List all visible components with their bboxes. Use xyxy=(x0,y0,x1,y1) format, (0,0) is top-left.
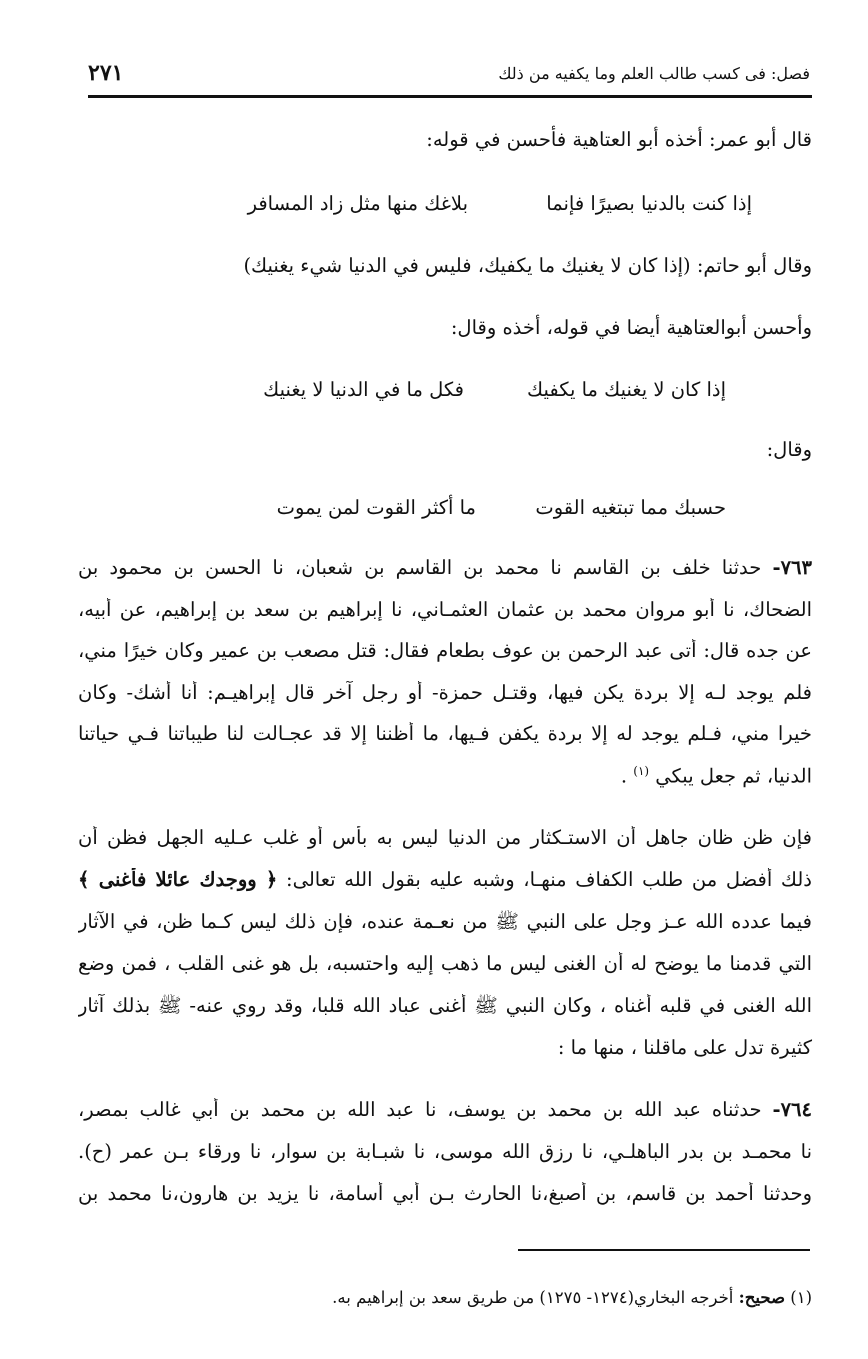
verse-hemistich-first: إذا كنت بالدنيا بصيرًا فإنما xyxy=(546,192,752,215)
hadith-763-line: خيرا مني، فـلم يوجد له إلا بردة يكفن فـيها، ما أظننا إلا قد عجـالت لنا طيباتنا فـي حياتنا xyxy=(78,722,812,745)
hadith-763-line: الدنيا، ثم جعل يبكي $^{(١)}$ . xyxy=(620,764,812,788)
footnote-marker: (١) xyxy=(790,1288,812,1307)
hadith-763-line: عن جده قال: أتى عبد الرحمن بن عوف بطعام فقال: قتل مصعب بن عمير وكان خيرًا مني، xyxy=(78,639,812,662)
hadith-number: ٧٦٣- xyxy=(772,556,812,579)
paragraph-line: كثيرة تدل على ماقلنا ، منها ما : xyxy=(557,1036,812,1059)
hadith-763-line: فلم يوجد لـه إلا بردة يكن فيها، وقتـل حمزة- أو رجل آخر قال إبراهيـم: أنا أشك- وكان xyxy=(78,681,812,704)
chapter-title: فصل: فى كسب طالب العلم وما يكفيه من ذلك xyxy=(498,64,810,83)
text-line: وقال أبو حاتم: (إذا كان لا يغنيك ما يكفيك، فليس في الدنيا شيء يغنيك) xyxy=(243,254,812,277)
paragraph-line: فيما عدده الله عـز وجل على النبي ﷺ من نعـمة عنده، فإن ذلك ليس كـما ظن، في الآثار xyxy=(78,910,812,933)
paragraph-line: ذلك أفضل من طلب الكفاف منهـا، وشبه عليه بقول الله تعالى: ﴿ ووجدك عائلا فأغنى ﴾ xyxy=(78,868,812,891)
paragraph-line: التي قدمنا ما يوضح له أن الغنى ليس ما ذهب إليه واحتسبه، بل هو غنى القلب ، فمن وضع xyxy=(78,952,812,975)
verse-hemistich-first: حسبك مما تبتغيه القوت xyxy=(535,496,726,519)
hadith-764-line: نا محمـد بن بدر الباهلـي، نا رزق الله موسى، نا شبـابة بن سوار، نا ورقاء بـن عمر (ح). xyxy=(78,1140,812,1163)
page-number: ٢٧١ xyxy=(88,60,124,86)
page-body xyxy=(78,0,812,1359)
footnote-text: أخرجه البخاري(١٢٧٤- ١٢٧٥) من طريق سعد بن إبراهيم به. xyxy=(332,1288,739,1307)
text-line: وقال: xyxy=(766,438,812,461)
text-line: وأحسن أبوالعتاهية أيضا في قوله، أخذه وقال: xyxy=(450,316,812,339)
verse-hemistich-second: ما أكثر القوت لمن يموت xyxy=(276,496,476,519)
hadith-number: ٧٦٤- xyxy=(772,1098,812,1121)
text-line: قال أبو عمر: أخذه أبو العتاهية فأحسن في قوله: xyxy=(426,128,812,151)
hadith-764-line: ٧٦٤- حدثناه عبد الله بن محمد بن يوسف، نا عبد الله بن محمد بن أبي غالب بمصر، xyxy=(78,1098,812,1121)
verse-hemistich-first: إذا كان لا يغنيك ما يكفيك xyxy=(527,378,726,401)
hadith-764-line: وحدثنا أحمد بن قاسم، بن أصبغ،نا الحارث بـن أبي أسامة، نا يزيد بن هارون،نا محمد بن xyxy=(78,1182,812,1205)
hadith-763-line: ٧٦٣- حدثنا خلف بن القاسم نا محمد بن القاسم بن شعبان، نا الحسن بن محمود بن xyxy=(78,556,812,579)
verse-hemistich-second: فكل ما في الدنيا لا يغنيك xyxy=(263,378,464,401)
footnote xyxy=(332,1288,812,1307)
footnote-divider xyxy=(518,1249,810,1251)
footnote-reference: (١) xyxy=(633,764,650,778)
paragraph-line: فإن ظن ظان جاهل أن الاستـكثار من الدنيا ليس به بأس أو غلب عـليه الجهل فظن أن xyxy=(78,826,812,849)
hadith-763-line: الضحاك، نا أبو مروان محمد بن عثمان العثمـاني، نا إبراهيم بن سعد بن إبراهيم، عن أبيه، xyxy=(78,598,812,621)
footnote-grade: صحيح: xyxy=(738,1288,785,1307)
verse-hemistich-second: بلاغك منها مثل زاد المسافر xyxy=(247,192,468,215)
paragraph-line: الله الغنى في قلبه أغناه ، وكان النبي ﷺ أغنى عباد الله قلبا، وقد روي عنه- ﷺ بذلك آثار xyxy=(78,994,812,1017)
quran-quote: ﴿ ووجدك عائلا فأغنى ﴾ xyxy=(78,868,278,891)
